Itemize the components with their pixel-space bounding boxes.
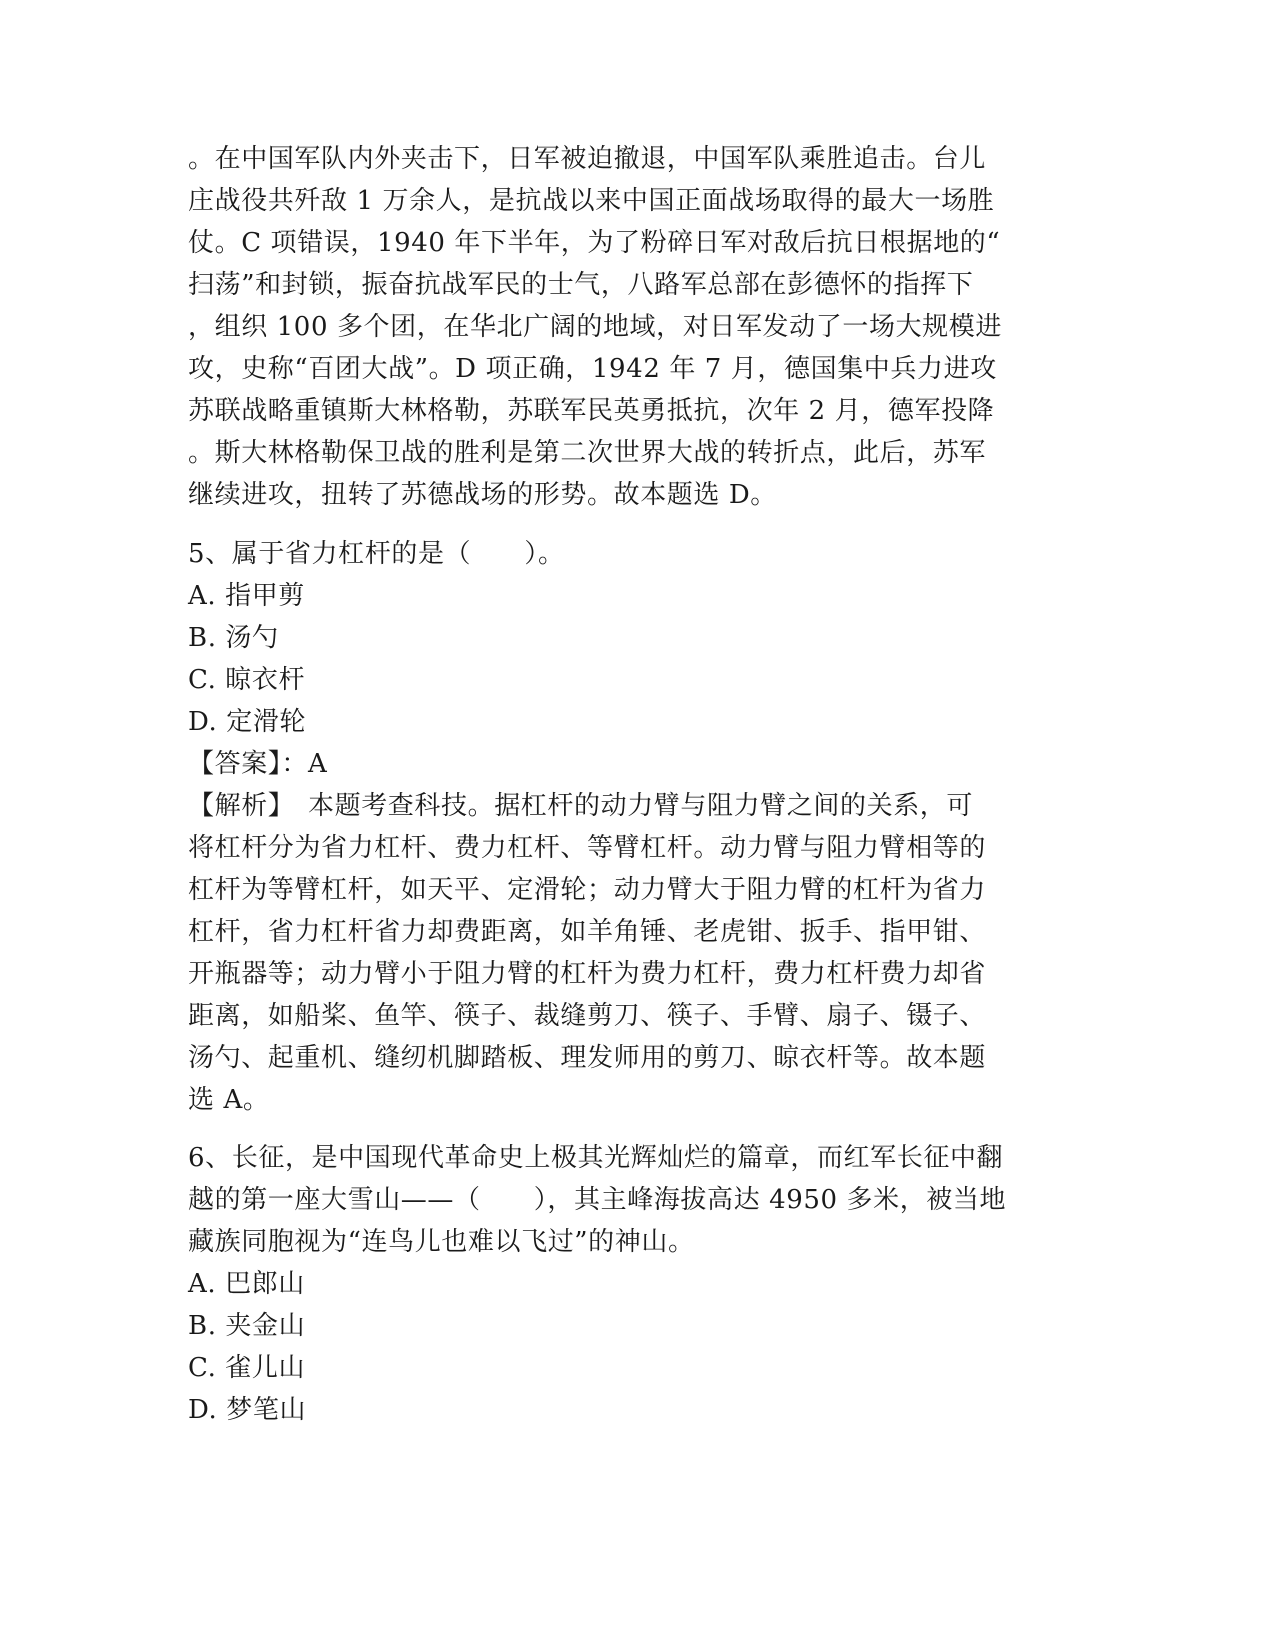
question-5-analysis-line: 杠杆，省力杠杆省力却费距离，如羊角锤、老虎钳、扳手、指甲钳、 (188, 917, 987, 947)
question-5-option-b: B. 汤勺 (188, 623, 279, 653)
question-5-analysis-line: 杠杆为等臂杠杆，如天平、定滑轮；动力臂大于阻力臂的杠杆为省力 (188, 875, 987, 905)
question-5-stem: 5、属于省力杠杆的是（ ）。 (188, 539, 565, 569)
question-6-stem-line: 藏族同胞视为“连鸟儿也难以飞过”的神山。 (188, 1227, 695, 1257)
question-6-option-a: A. 巴郎山 (188, 1269, 305, 1299)
prev-explanation-line: 。在中国军队内外夹击下，日军被迫撤退，中国军队乘胜追击。台儿 (188, 144, 987, 174)
question-6-stem-line: 越的第一座大雪山——（ ），其主峰海拔高达 4950 多米，被当地 (188, 1185, 1007, 1215)
prev-explanation-line: 攻，史称“百团大战”。D 项正确，1942 年 7 月，德国集中兵力进攻 (188, 354, 997, 384)
question-5-analysis-line: 【解析】 本题考查科技。据杠杆的动力臂与阻力臂之间的关系，可 (188, 791, 974, 821)
question-5-option-c: C. 晾衣杆 (188, 665, 306, 695)
question-5-option-d: D. 定滑轮 (188, 707, 307, 737)
question-6-option-d: D. 梦笔山 (188, 1395, 307, 1425)
question-5-analysis-line: 选 A。 (188, 1085, 270, 1115)
question-5-option-a: A. 指甲剪 (188, 581, 305, 611)
question-6-option-b: B. 夹金山 (188, 1311, 306, 1341)
question-5-analysis-line: 距离，如船桨、鱼竿、筷子、裁缝剪刀、筷子、手臂、扇子、镊子、 (188, 1001, 987, 1031)
question-5-analysis-line: 汤勺、起重机、缝纫机脚踏板、理发师用的剪刀、晾衣杆等。故本题 (188, 1043, 987, 1073)
question-5-analysis-line: 开瓶器等；动力臂小于阻力臂的杠杆为费力杠杆，费力杠杆费力却省 (188, 959, 987, 989)
question-5-analysis-line: 将杠杆分为省力杠杆、费力杠杆、等臂杠杆。动力臂与阻力臂相等的 (188, 833, 987, 863)
prev-explanation-line: 庄战役共歼敌 1 万余人，是抗战以来中国正面战场取得的最大一场胜 (188, 186, 995, 216)
prev-explanation-line: 继续进攻，扭转了苏德战场的形势。故本题选 D。 (188, 480, 777, 510)
prev-explanation-line: 仗。C 项错误，1940 年下半年，为了粉碎日军对敌后抗日根据地的“ (188, 228, 1001, 258)
question-6-option-c: C. 雀儿山 (188, 1353, 306, 1383)
prev-explanation-line: ，组织 100 多个团，在华北广阔的地域，对日军发动了一场大规模进 (188, 312, 1002, 342)
question-5-answer: 【答案】：A (188, 749, 328, 779)
prev-explanation-line: 。斯大林格勒保卫战的胜利是第二次世界大战的转折点，此后，苏军 (188, 438, 987, 468)
prev-explanation-line: 苏联战略重镇斯大林格勒，苏联军民英勇抵抗，次年 2 月，德军投降 (188, 396, 995, 426)
prev-explanation-line: 扫荡”和封锁，振奋抗战军民的士气，八路军总部在彭德怀的指挥下 (188, 270, 974, 300)
question-6-stem-line: 6、长征，是中国现代革命史上极其光辉灿烂的篇章，而红军长征中翻 (188, 1143, 1004, 1173)
